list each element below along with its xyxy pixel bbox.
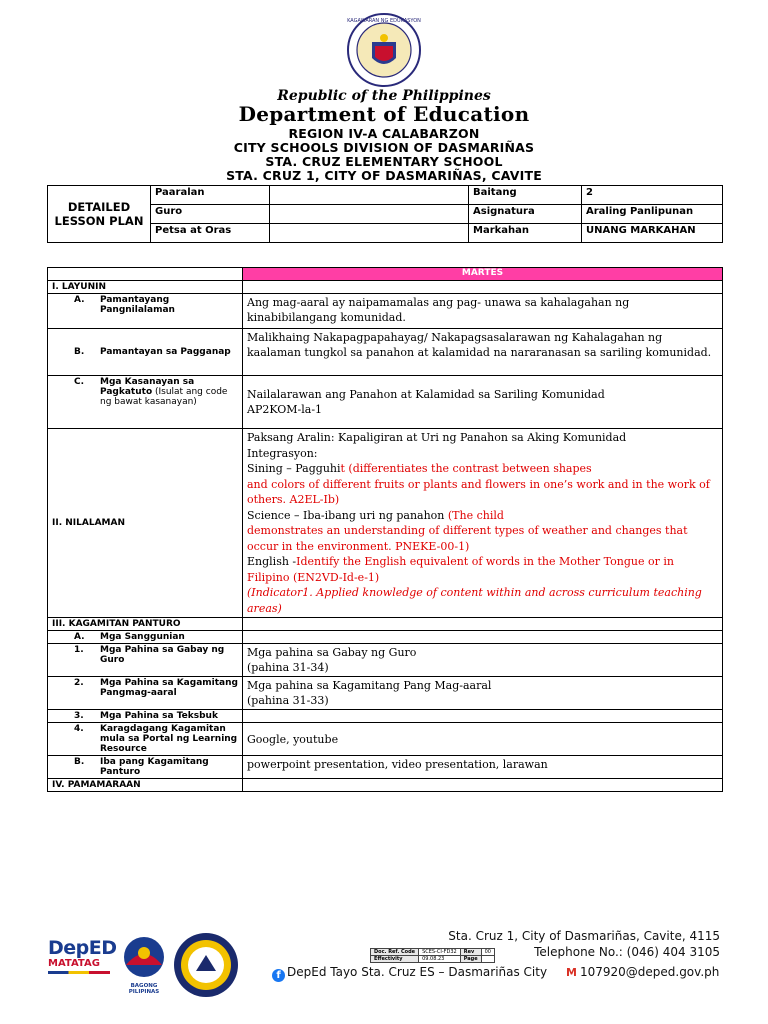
sanggunian-value xyxy=(243,631,723,644)
address-heading: STA. CRUZ 1, CITY OF DASMARIÑAS, CAVITE xyxy=(226,168,542,183)
sining-competency: t (differentiates the contrast between shapes xyxy=(340,462,592,475)
corner-cell xyxy=(48,268,243,281)
science-competency: (The child xyxy=(447,508,504,522)
document-reference-table xyxy=(370,948,495,963)
kasanayan-row xyxy=(48,376,243,429)
doc-ref-label: Doc. Ref. Code xyxy=(371,949,419,956)
baitang-label: Baitang xyxy=(469,186,582,205)
rev-value: 00 xyxy=(481,949,494,956)
baitang-value: 2 xyxy=(582,186,723,205)
footer-address: Sta. Cruz 1, City of Dasmariñas, Cavite, 4115 xyxy=(448,929,720,943)
row-label: Pamantayang Pangnilalaman xyxy=(100,295,175,315)
layunin-heading: I. LAYUNIN xyxy=(48,281,243,294)
bagong-pilipinas-text: BAGONG PILIPINAS xyxy=(128,983,160,995)
doc-ref-value: SCES-CI-FD32 xyxy=(419,949,461,956)
gabay-guro-row xyxy=(48,644,243,677)
row-number: 4. xyxy=(74,724,84,734)
row-label: Mga Sanggunian xyxy=(100,632,185,642)
republic-heading: Republic of the Philippines xyxy=(277,88,491,104)
pamantayan-sa-pagganap-value: Malikhaing Nakapagpapahayag/ Nakapagsasalarawan ng Kahalagahan ng kaalaman tungkol sa panahon at kalamidad na nararanasan sa sariling komunidad. xyxy=(243,329,723,376)
deped-seal-icon xyxy=(346,12,422,88)
pamamaraan-value xyxy=(243,779,723,792)
english-competency: Identify the English equivalent of words in the Mother Tongue or in Filipino (EN2VD-Id-e-1) xyxy=(247,555,674,584)
region-heading: REGION IV-A CALABARZON xyxy=(288,126,480,141)
asignatura-value: Araling Panlipunan xyxy=(582,205,723,224)
science-label: Science – Iba-ibang uri ng panahon xyxy=(247,508,448,522)
iba-pang-kagamitan-value: powerpoint presentation, video presentation, larawan xyxy=(243,756,723,779)
matatag-text: MATATAG xyxy=(48,958,100,969)
teksbuk-value xyxy=(243,710,723,723)
markahan-value: UNANG MARKAHAN xyxy=(582,224,723,243)
indicator-note: (Indicator1. Applied knowledge of content within and across curriculum teaching areas) xyxy=(247,586,702,615)
petsa-value xyxy=(270,224,469,243)
svg-text:KAGAWARAN NG EDUKASYON: KAGAWARAN NG EDUKASYON xyxy=(347,18,421,24)
row-label: Mga Pahina sa Teksbuk xyxy=(100,711,218,721)
row-label: Mga Pahina sa Gabay ng Guro xyxy=(100,645,225,665)
deped-logo-text: DepED xyxy=(48,937,117,959)
gmail-icon: M xyxy=(566,966,577,979)
day-header: MARTES xyxy=(243,268,723,281)
row-label-note: (Isulat ang code ng bawat kasanayan) xyxy=(100,387,228,407)
kagamitang-text: Mga pahina sa Kagamitang Pang Mag-aaral xyxy=(247,679,492,692)
footer-email[interactable] xyxy=(566,965,719,979)
pamantayang-pangnilalaman-value: Ang mag-aaral ay naipamamalas ang pag- unawa sa kahalagahan ng kinabibilangang komunidad. xyxy=(243,294,723,329)
guro-label: Guro xyxy=(151,205,270,224)
layunin-value xyxy=(243,281,723,294)
paksang-aralin: Paksang Aralin: Kapaligiran at Uri ng Panahon sa Aking Komunidad xyxy=(247,431,627,444)
footer-telephone: Telephone No.: (046) 404 3105 xyxy=(534,945,720,959)
pamantayan-sa-pagganap-row xyxy=(48,329,243,376)
english-label: English - xyxy=(247,555,297,568)
row-number: B. xyxy=(74,347,85,357)
row-label: Iba pang Kagamitang Panturo xyxy=(100,757,209,777)
page-value xyxy=(481,956,494,963)
row-label: Mga Pahina sa Kagamitang Pangmag-aaral xyxy=(100,678,238,698)
row-label: Karagdagang Kagamitan mula sa Portal ng Learning Resource xyxy=(100,724,238,754)
bagong-pilipinas-icon xyxy=(118,935,170,979)
sanggunian-row xyxy=(48,631,243,644)
science-competency-cont: demonstrates an understanding of different types of weather and changes that occur in the environment. PNEKE-00-1) xyxy=(247,524,688,553)
effectivity-label: Effectivity xyxy=(371,956,419,963)
integrasyon-label: Integrasyon: xyxy=(247,446,318,460)
gabay-guro-value xyxy=(243,644,723,677)
matatag-stripe xyxy=(48,971,110,974)
guro-value xyxy=(270,205,469,224)
email-address[interactable]: 107920@deped.gov.ph xyxy=(579,965,720,979)
dlp-title: DETAILED LESSON PLAN xyxy=(48,186,151,243)
department-heading: Department of Education xyxy=(238,102,530,126)
school-heading: STA. CRUZ ELEMENTARY SCHOOL xyxy=(265,154,503,169)
row-label: Pamantayan sa Pagganap xyxy=(100,347,231,357)
row-number: C. xyxy=(74,377,85,387)
english-line xyxy=(247,554,718,585)
kagamitan-value xyxy=(243,618,723,631)
division-heading: CITY SCHOOLS DIVISION OF DASMARIÑAS xyxy=(233,140,535,155)
sining-competency-cont: and colors of different fruits or plants and flowers in one’s work and in the work of others. A2EL-Ib) xyxy=(247,477,710,506)
facebook-page-name[interactable]: DepEd Tayo Sta. Cruz ES – Dasmariñas City xyxy=(287,965,548,979)
facebook-icon: f xyxy=(272,969,285,982)
science-line xyxy=(247,508,718,524)
gabay-guro-text: Mga pahina sa Gabay ng Guro xyxy=(247,646,417,659)
row-number: A. xyxy=(74,295,85,305)
rev-label: Rev xyxy=(460,949,481,956)
row-number: 3. xyxy=(74,711,84,721)
kagamitan-heading: III. KAGAMITAN PANTURO xyxy=(48,618,243,631)
lesson-plan-table xyxy=(47,267,723,792)
petsa-label: Petsa at Oras xyxy=(151,224,270,243)
row-number: 1. xyxy=(74,645,84,655)
deped-matatag-logo xyxy=(48,937,117,987)
markahan-label: Markahan xyxy=(469,224,582,243)
asignatura-label: Asignatura xyxy=(469,205,582,224)
paaralan-label: Paaralan xyxy=(151,186,270,205)
page-label: Page xyxy=(460,956,481,963)
row-number: B. xyxy=(74,757,85,767)
paaralan-value xyxy=(270,186,469,205)
kagamitang-pangmag-aaral-row xyxy=(48,677,243,710)
lesson-info-table xyxy=(47,185,723,243)
portal-value: Google, youtube xyxy=(243,723,723,756)
iba-pang-kagamitan-row xyxy=(48,756,243,779)
portal-row xyxy=(48,723,243,756)
kasanayan-code: AP2KOM-la-1 xyxy=(247,403,323,416)
row-number: 2. xyxy=(74,678,84,688)
bagong-pilipinas-logo xyxy=(118,935,170,995)
row-number: A. xyxy=(74,632,85,642)
sining-label: Sining – Pagguhi xyxy=(247,462,341,475)
pamamaraan-heading: IV. PAMAMARAAN xyxy=(48,779,243,792)
kasanayan-value xyxy=(243,376,723,429)
teksbuk-row xyxy=(48,710,243,723)
kagamitang-pangmag-aaral-value xyxy=(243,677,723,710)
effectivity-value: 09.08.23 xyxy=(419,956,461,963)
kasanayan-text: Nailalarawan ang Panahon at Kalamidad sa Sariling Komunidad xyxy=(247,388,605,401)
footer-facebook[interactable] xyxy=(272,965,547,982)
pamantayang-pangnilalaman-row xyxy=(48,294,243,329)
nilalaman-value xyxy=(243,429,723,618)
page-footer xyxy=(0,925,768,1005)
school-seal-icon xyxy=(172,931,240,999)
gabay-guro-pages: (pahina 31-34) xyxy=(247,661,329,674)
sining-line xyxy=(247,461,718,477)
row-label: Mga Kasanayan sa Pagkatuto xyxy=(100,377,195,397)
nilalaman-heading: II. NILALAMAN xyxy=(48,429,243,618)
kagamitang-pages: (pahina 31-33) xyxy=(247,694,329,707)
